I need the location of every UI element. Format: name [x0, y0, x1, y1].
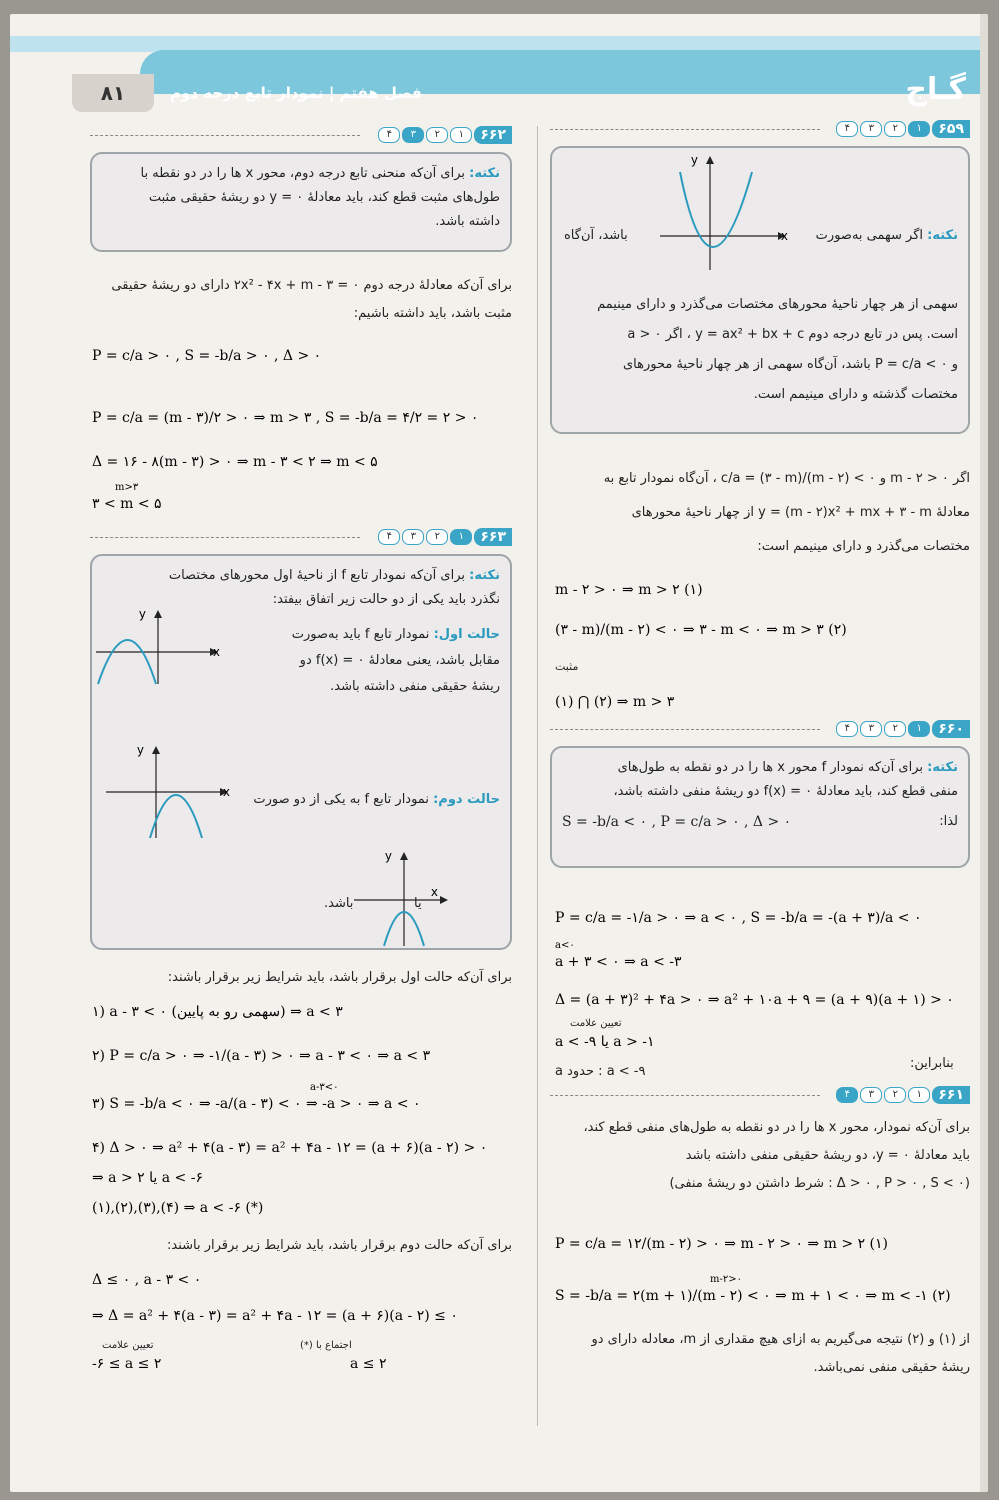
- q663-option-3: ۳: [402, 529, 424, 545]
- q659-body3: مختصات می‌گذرد و دارای مینیمم است:: [757, 539, 970, 554]
- q661-body: [550, 1114, 970, 1198]
- q663-c3-over: a-۳<۰: [310, 1082, 339, 1093]
- q663-c4: ۴) Δ > ۰ ⇒ a² + ۴(a - ۳) = a² + ۴a - ۱۲ = (a + ۶)(a - ۲) > ۰: [92, 1140, 488, 1156]
- q663-c1: ۱) a - ۳ < ۰ (سهمی رو به پایین) ⇒ a < ۳: [92, 1004, 343, 1020]
- textbook-page: [10, 14, 988, 1492]
- q663-case2-graph-b: [354, 848, 454, 948]
- q660-option-3: ۳: [860, 721, 882, 737]
- q662-note-title: نکته:: [469, 166, 500, 181]
- q659-note-line2: سهمی از هر چهار ناحیهٔ محورهای مختصات می‌گذرد و دارای مینیمم: [597, 297, 958, 312]
- q661-option-1: ۱: [908, 1087, 930, 1103]
- q661-number: ۶۶۱: [932, 1086, 970, 1104]
- q659-note-line4: و P = c/a < ۰ باشد، آن‌گاه سهمی از هر چهار ناحیهٔ محورهای: [622, 357, 958, 372]
- q659-option-3: ۳: [860, 121, 882, 137]
- q659-option-4: ۴: [836, 121, 858, 137]
- q660-option-1: ۱: [908, 721, 930, 737]
- q663-d1: Δ ≤ ۰ , a - ۳ < ۰: [92, 1272, 202, 1288]
- q662-eq1: P = c/a > ۰ , S = -b/a > ۰ , Δ > ۰: [92, 348, 322, 364]
- q660-eq4-over: تعیین علامت: [570, 1018, 622, 1029]
- q663-note-box: [90, 554, 512, 950]
- q663-c2: ۲) P = c/a > ۰ ⇒ -۱/(a - ۳) > ۰ ⇒ a - ۳ < ۰ ⇒ a < ۳: [92, 1048, 431, 1064]
- q661-eq2: S = -b/a = ۲(m + ۱)/(m - ۲) < ۰ ⇒ m + ۱ < ۰ ⇒ m < -۱ (۲): [555, 1288, 951, 1304]
- q662-note-line1: برای آن‌که منحنی تابع درجه دوم، محور x ها را در دو نقطه با: [140, 166, 466, 181]
- q661-eq1: P = c/a = ۱۲/(m - ۲) > ۰ ⇒ m - ۲ > ۰ ⇒ m > ۲ (۱): [555, 1236, 888, 1252]
- q659-eq3: (۱) ⋂ (۲) ⇒ m > ۳: [555, 694, 675, 710]
- q662-tag: [378, 126, 512, 144]
- q659-body2: معادلهٔ y = (m - ۲)x² + mx + ۳ - m از چهار ناحیهٔ محورهای: [631, 505, 970, 520]
- q659-body1: اگر m - ۲ > ۰ و c/a = (۳ - m)/(m - ۲) < ۰ ، آن‌گاه نمودار تابع به: [603, 471, 970, 486]
- q662-note-box: [90, 152, 512, 252]
- q663-case2-or: یا: [414, 896, 422, 911]
- q660-header: [550, 720, 970, 738]
- q663-case1-line2: مقابل باشد، یعنی معادلهٔ f(x) = ۰ دو: [299, 653, 500, 668]
- q663-case2b-x-label: x: [430, 885, 438, 899]
- q662-header: [90, 126, 512, 144]
- column-divider: [537, 126, 538, 1426]
- q659-note-line5: مختصات گذشته و دارای مینیمم است.: [753, 387, 958, 402]
- q659-body: [550, 462, 970, 564]
- q663-case1-line3: ریشهٔ حقیقی منفی داشته باشد.: [330, 679, 500, 694]
- q660-eq2: a + ۳ < ۰ ⇒ a < -۳: [555, 954, 682, 970]
- q660-eq2-over: a<۰: [555, 940, 575, 951]
- q662-body: [90, 272, 512, 328]
- q663-case2b-y-label: y: [384, 849, 392, 863]
- q663-case1-graph: [96, 606, 226, 686]
- q661-option-4: ۴: [836, 1087, 858, 1103]
- q662-rule: [90, 135, 360, 136]
- q661-body5: ریشهٔ حقیقی منفی نمی‌باشد.: [813, 1360, 970, 1375]
- q662-body2: مثبت باشد، باید داشته باشیم:: [353, 306, 512, 321]
- q663-case2a-y-label: y: [136, 743, 144, 757]
- q663-case2-title: حالت دوم:: [433, 792, 500, 807]
- q661-conclusion: [550, 1326, 970, 1382]
- q660-note-title: نکته:: [927, 760, 958, 775]
- q661-eq2-over: m-۲>۰: [710, 1274, 742, 1285]
- q661-option-2: ۲: [884, 1087, 906, 1103]
- q663-body1: برای آن‌که حالت اول برقرار باشد، باید شرایط زیر برقرار باشند:: [167, 970, 512, 985]
- q663-d3-over: تعیین علامت: [102, 1340, 154, 1351]
- q660-tag: [836, 720, 970, 738]
- q659-x-label: x: [780, 229, 788, 243]
- q663-d2: ⇒ Δ = a² + ۴(a - ۳) = a² + ۴a - ۱۲ = (a + ۶)(a - ۲) ≤ ۰: [92, 1308, 458, 1324]
- q661-body4: از (۱) و (۲) نتیجه می‌گیریم به ازای هیچ مقداری از m، معادله دارای دو: [591, 1332, 970, 1347]
- q663-case1-title: حالت اول:: [433, 627, 500, 642]
- q659-note-line1: اگر سهمی به‌صورت: [815, 228, 924, 243]
- q660-note-line1: برای آن‌که نمودار f محور x ها را در دو نقطه به طول‌های: [617, 760, 924, 775]
- q660-conclusion: a < -۹ : حدود a: [555, 1064, 646, 1079]
- q662-eq4: ۳ < m < ۵: [92, 496, 162, 512]
- page-header: [10, 36, 988, 110]
- q661-rule: [550, 1095, 820, 1096]
- q662-option-1: ۱: [450, 127, 472, 143]
- q660-number: ۶۶۰: [932, 720, 970, 738]
- q659-note-box: [550, 146, 970, 434]
- q663-option-4: ۴: [378, 529, 400, 545]
- q660-note-eq: S = -b/a < ۰ , P = c/a > ۰ , Δ > ۰: [562, 814, 792, 830]
- q660-conclusion-label: بنابراین:: [910, 1056, 954, 1071]
- q660-option-2: ۲: [884, 721, 906, 737]
- q663-header: [90, 528, 512, 546]
- publisher-logo: گـاج: [905, 72, 966, 107]
- q660-note-line2: منفی قطع کند، باید معادلهٔ f(x) = ۰ دو ریشهٔ منفی داشته باشد،: [613, 784, 958, 799]
- q659-tag: [836, 120, 970, 138]
- q662-body1: برای آن‌که معادلهٔ درجه دوم ۲x² - ۴x + m - ۳ = ۰ دارای دو ریشهٔ حقیقی: [111, 278, 512, 293]
- q659-note-title: نکته:: [927, 228, 958, 243]
- q663-option-1: ۱: [450, 529, 472, 545]
- q663-d3: -۶ ≤ a ≤ ۲: [92, 1356, 162, 1372]
- q661-header: [550, 1086, 970, 1104]
- q660-eq4: a < -۹ یا a > -۱: [555, 1034, 655, 1050]
- q660-eq3: Δ = (a + ۳)² + ۴a > ۰ ⇒ a² + ۱۰a + ۹ = (a + ۹)(a + ۱) > ۰: [555, 992, 954, 1008]
- q663-body2: برای آن‌که حالت دوم برقرار باشد، باید شرایط زیر برقرار باشند:: [166, 1238, 512, 1253]
- q663-note-line1: برای آن‌که نمودار تابع f از ناحیهٔ اول محورهای مختصات: [168, 568, 466, 583]
- q662-note-line3: داشته باشد.: [435, 214, 500, 229]
- q659-parabola-graph: [660, 152, 790, 272]
- q659-rule: [550, 129, 820, 130]
- chapter-title: فصل هفتم | نمودار تابع درجه دوم: [170, 84, 422, 102]
- q663-case2-line1: نمودار تابع f به یکی از دو صورت: [253, 792, 429, 807]
- q660-eq1: P = c/a = -۱/a > ۰ ⇒ a < ۰ , S = -b/a = -(a + ۳)/a < ۰: [555, 910, 922, 926]
- q662-option-3: ۳: [402, 127, 424, 143]
- q659-note-line3: است. پس در تابع درجه دوم y = ax² + bx + c ، اگر a > ۰: [627, 327, 958, 342]
- q663-c3: ۳) S = -b/a < ۰ ⇒ -a/(a - ۳) < ۰ ⇒ -a > ۰ ⇒ a < ۰: [92, 1096, 421, 1112]
- q663-case1-y-label: y: [138, 607, 146, 621]
- q659-option-1: ۱: [908, 121, 930, 137]
- q659-option-2: ۲: [884, 121, 906, 137]
- q662-option-4: ۴: [378, 127, 400, 143]
- q659-eq2-mark: مثبت: [555, 660, 579, 673]
- q661-option-3: ۳: [860, 1087, 882, 1103]
- q660-note-box: [550, 746, 970, 868]
- q661-tag: [836, 1086, 970, 1104]
- q663-tag: [378, 528, 512, 546]
- q659-note-line1b: باشد، آن‌گاه: [564, 228, 628, 243]
- q663-case2a-x-label: x: [222, 785, 230, 799]
- q663-note-title: نکته:: [469, 568, 500, 583]
- q659-eq1: m - ۲ > ۰ ⇒ m > ۲ (۱): [555, 582, 703, 598]
- q663-case1-x-label: x: [212, 645, 220, 659]
- q662-eq3: Δ = ۱۶ - ۸(m - ۳) > ۰ ⇒ m - ۳ < ۲ ⇒ m < ۵: [92, 454, 378, 470]
- q663-note-line2: نگذرد باید یکی از دو حالت زیر اتفاق بیفتد:: [272, 592, 500, 607]
- q663-case1-line1: نمودار تابع f باید به‌صورت: [291, 627, 430, 642]
- page-number: ۸۱: [72, 74, 154, 112]
- q659-header: [550, 120, 970, 138]
- q663-rule: [90, 537, 360, 538]
- q662-option-2: ۲: [426, 127, 448, 143]
- q663-c5: ⇒ a > ۲ یا a < -۶: [92, 1170, 203, 1186]
- q663-case2-graph-a: [106, 742, 236, 842]
- q663-number: ۶۶۳: [474, 528, 512, 546]
- q659-eq2: (۳ - m)/(m - ۲) < ۰ ⇒ ۳ - m < ۰ ⇒ m > ۳ (۲): [555, 622, 847, 638]
- q660-rule: [550, 729, 820, 730]
- q662-number: ۶۶۲: [474, 126, 512, 144]
- q663-c6: (۱),(۲),(۳),(۴) ⇒ a < -۶ (*): [92, 1200, 264, 1216]
- q659-y-label: y: [690, 153, 698, 167]
- q660-note-line3: لذا:: [939, 814, 958, 829]
- q662-eq2: P = c/a = (m - ۳)/۲ > ۰ ⇒ m > ۳ , S = -b/a = ۴/۲ = ۲ > ۰: [92, 410, 479, 426]
- q662-note-line2: طول‌های مثبت قطع کند، باید معادلهٔ y = ۰ دو ریشهٔ حقیقی مثبت: [148, 190, 500, 205]
- q661-body2: باید معادلهٔ y = ۰، دو ریشهٔ حقیقی منفی داشته باشد: [685, 1148, 970, 1163]
- q660-option-4: ۴: [836, 721, 858, 737]
- q663-option-2: ۲: [426, 529, 448, 545]
- q659-number: ۶۵۹: [932, 120, 970, 138]
- page-edge: [980, 14, 988, 1492]
- q661-body3: (Δ > ۰ , P > ۰ , S < ۰ : شرط داشتن دو ریشهٔ منفی): [669, 1176, 970, 1191]
- q663-case2-end: باشد.: [324, 896, 354, 911]
- q662-eq4-over: m>۳: [115, 482, 139, 493]
- q663-d4-over: اجتماع با (*): [300, 1340, 352, 1351]
- q663-d4: a ≤ ۲: [350, 1356, 387, 1372]
- q661-body1: برای آن‌که نمودار، محور x ها را در دو نقطه به طول‌های منفی قطع کند،: [583, 1120, 970, 1135]
